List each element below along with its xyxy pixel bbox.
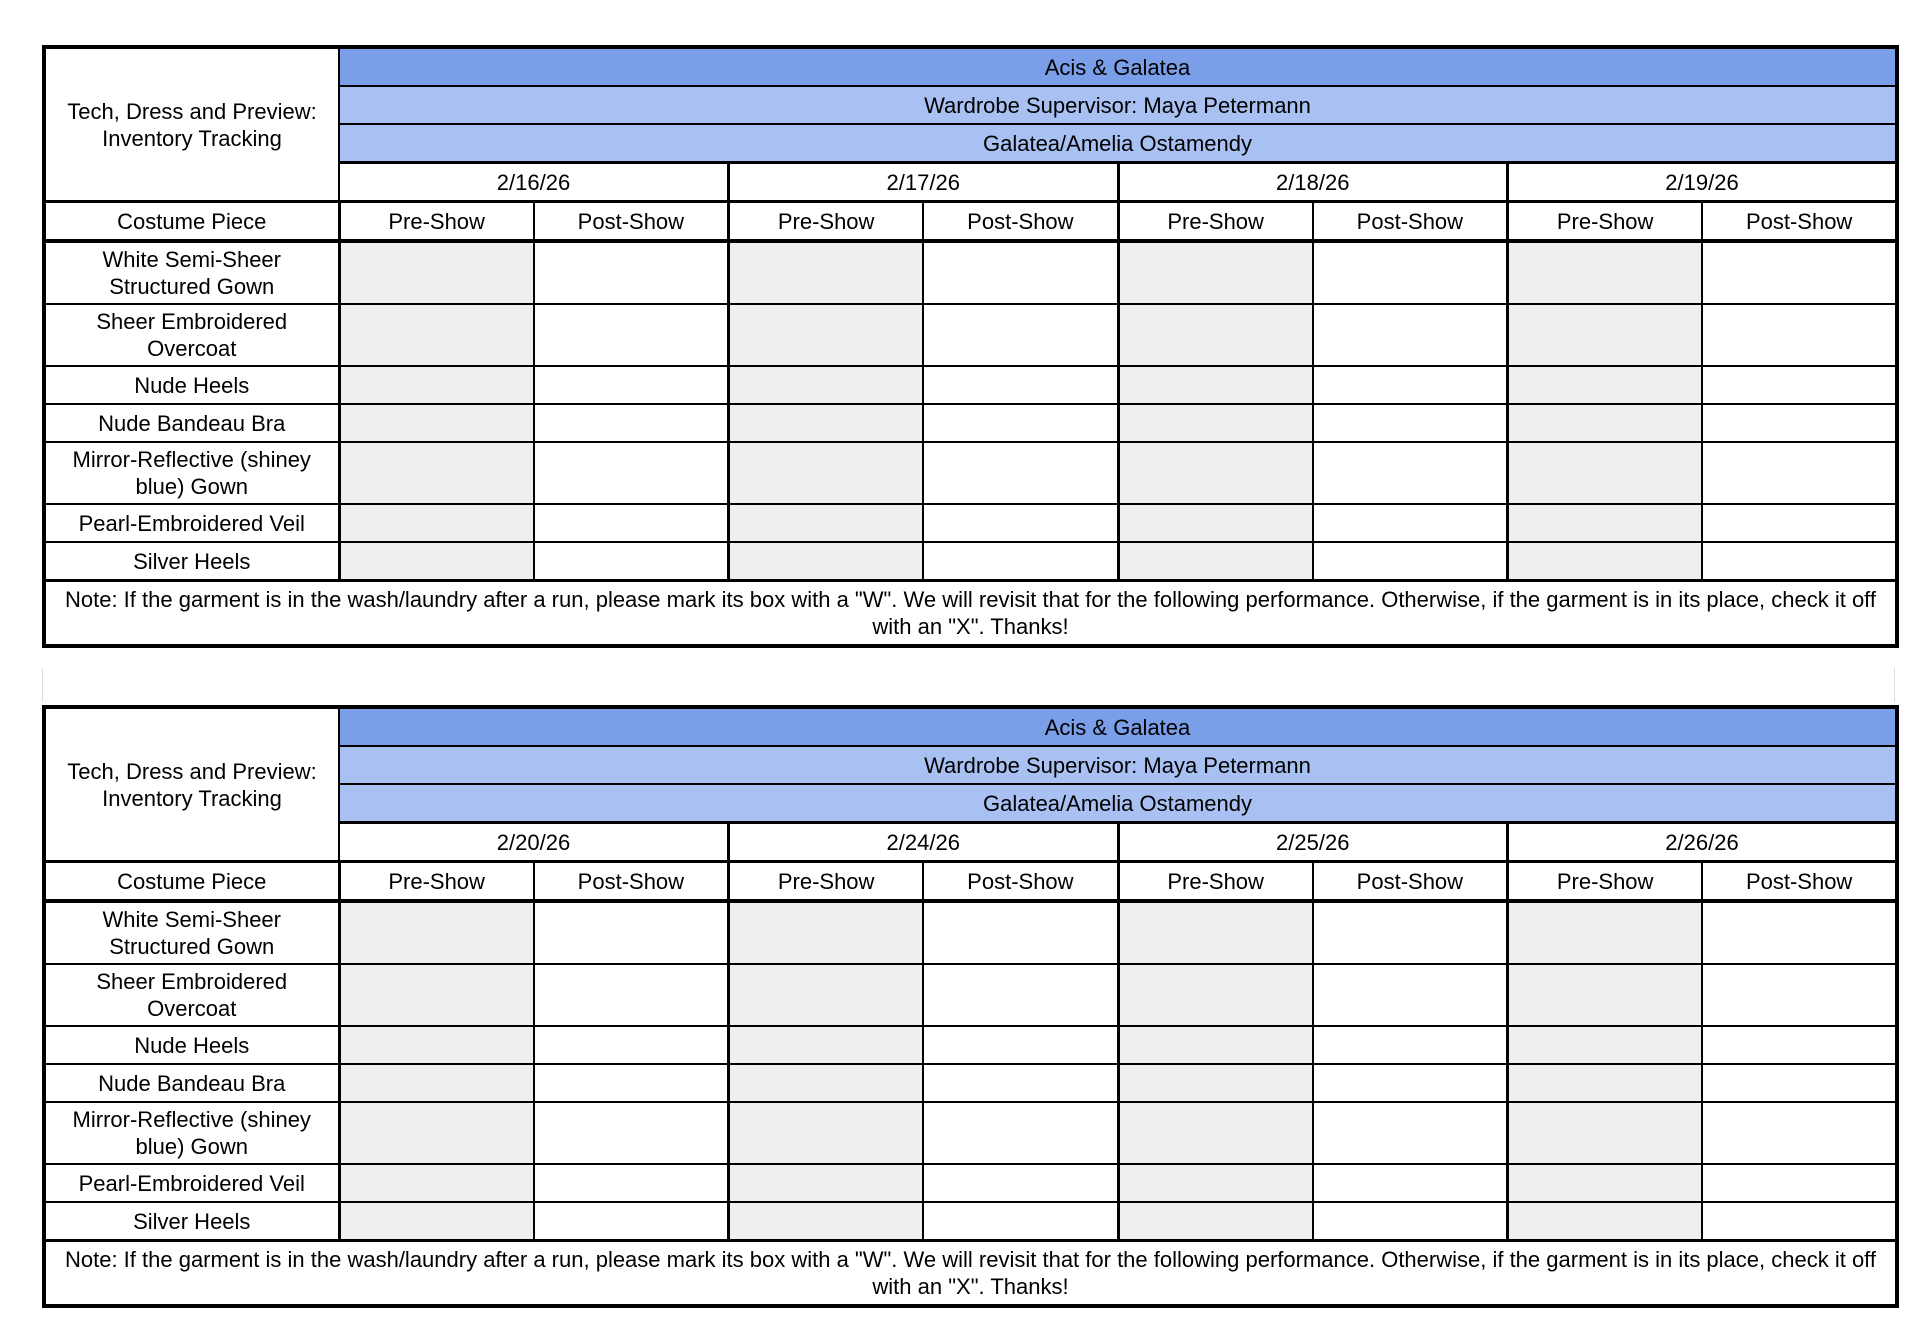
costume-piece-name: Nude Bandeau Bra [44,1064,339,1102]
post-show-check-cell[interactable] [1313,304,1508,366]
post-show-check-cell[interactable] [534,442,729,504]
post-show-check-cell[interactable] [1702,304,1897,366]
table-row [44,404,1897,442]
post-show-header: Post-Show [534,862,729,902]
sheet-title: Tech, Dress and Preview: Inventory Tracking [44,707,339,862]
table-row [44,366,1897,404]
role-actor: Galatea/Amelia Ostamendy [339,124,1897,163]
post-show-header: Post-Show [923,202,1118,242]
pre-show-check-cell[interactable] [1118,542,1313,581]
pre-show-header: Pre-Show [1508,862,1703,902]
pre-show-check-cell[interactable] [729,241,924,304]
post-show-check-cell[interactable] [1702,1102,1897,1164]
table-row [44,1102,1897,1164]
pre-show-check-cell[interactable] [339,964,534,1026]
post-show-check-cell[interactable] [1702,542,1897,581]
post-show-check-cell[interactable] [1313,1064,1508,1102]
table-row [44,901,1897,964]
post-show-check-cell[interactable] [534,1064,729,1102]
post-show-check-cell[interactable] [923,542,1118,581]
costume-piece-name: Pearl-Embroidered Veil [44,504,339,542]
post-show-header: Post-Show [923,862,1118,902]
inventory-table [42,705,1899,1308]
table-row [44,304,1897,366]
table-row [44,504,1897,542]
pre-show-check-cell[interactable] [339,1026,534,1064]
post-show-check-cell[interactable] [534,241,729,304]
pre-show-check-cell[interactable] [1118,1202,1313,1241]
post-show-check-cell[interactable] [534,1026,729,1064]
pre-show-check-cell[interactable] [339,442,534,504]
post-show-check-cell[interactable] [1702,241,1897,304]
costume-piece-name: Mirror-Reflective (shiney blue) Gown [44,442,339,504]
date-header: 2/24/26 [729,823,1119,862]
post-show-check-cell[interactable] [923,1202,1118,1241]
post-show-check-cell[interactable] [923,1026,1118,1064]
pre-show-check-cell[interactable] [1118,1102,1313,1164]
pre-show-check-cell[interactable] [1508,241,1703,304]
sheet-title: Tech, Dress and Preview: Inventory Tracking [44,47,339,202]
post-show-check-cell[interactable] [1702,1202,1897,1241]
post-show-check-cell[interactable] [534,1164,729,1202]
post-show-check-cell[interactable] [923,442,1118,504]
pre-show-check-cell[interactable] [339,901,534,964]
post-show-check-cell[interactable] [1313,1164,1508,1202]
pre-show-check-cell[interactable] [339,241,534,304]
date-header: 2/20/26 [339,823,729,862]
pre-show-header: Pre-Show [339,202,534,242]
post-show-check-cell[interactable] [1313,1026,1508,1064]
post-show-check-cell[interactable] [923,1102,1118,1164]
costume-piece-name: White Semi-Sheer Structured Gown [44,901,339,964]
post-show-check-cell[interactable] [534,901,729,964]
costume-piece-name: Silver Heels [44,1202,339,1241]
pre-show-header: Pre-Show [1118,862,1313,902]
post-show-check-cell[interactable] [1702,1026,1897,1064]
table-row [44,241,1897,304]
table-row [44,1064,1897,1102]
pre-show-header: Pre-Show [339,862,534,902]
pre-show-check-cell[interactable] [339,404,534,442]
costume-piece-name: Sheer Embroidered Overcoat [44,964,339,1026]
costume-piece-name: Mirror-Reflective (shiney blue) Gown [44,1102,339,1164]
pre-show-check-cell[interactable] [339,542,534,581]
post-show-check-cell[interactable] [923,504,1118,542]
pre-show-check-cell[interactable] [1118,901,1313,964]
post-show-check-cell[interactable] [923,366,1118,404]
pre-show-check-cell[interactable] [1508,404,1703,442]
post-show-check-cell[interactable] [1702,404,1897,442]
pre-show-check-cell[interactable] [339,1064,534,1102]
costume-piece-name: Silver Heels [44,542,339,581]
costume-piece-name: Nude Bandeau Bra [44,404,339,442]
date-header: 2/17/26 [729,163,1119,202]
inventory-table [42,45,1899,648]
table-row [44,1026,1897,1064]
post-show-header: Post-Show [1313,202,1508,242]
pre-show-check-cell[interactable] [1118,1026,1313,1064]
pre-show-check-cell[interactable] [339,1202,534,1241]
costume-piece-name: White Semi-Sheer Structured Gown [44,241,339,304]
pre-show-check-cell[interactable] [1118,504,1313,542]
date-header: 2/18/26 [1118,163,1508,202]
post-show-check-cell[interactable] [1313,901,1508,964]
role-actor: Galatea/Amelia Ostamendy [339,784,1897,823]
post-show-header: Post-Show [1702,202,1897,242]
instructions-note: Note: If the garment is in the wash/laundry after a run, please mark its box with a "W". We will revisit that for the following performance. Otherwise, if the garment is in its place, check it off with an "X". Thanks! [44,581,1897,647]
pre-show-check-cell[interactable] [339,1102,534,1164]
post-show-check-cell[interactable] [923,304,1118,366]
pre-show-check-cell[interactable] [339,1164,534,1202]
post-show-check-cell[interactable] [923,901,1118,964]
post-show-check-cell[interactable] [1702,366,1897,404]
pre-show-check-cell[interactable] [729,542,924,581]
pre-show-check-cell[interactable] [1508,1102,1703,1164]
post-show-check-cell[interactable] [923,404,1118,442]
post-show-check-cell[interactable] [1313,1202,1508,1241]
pre-show-check-cell[interactable] [339,304,534,366]
pre-show-header: Pre-Show [1508,202,1703,242]
pre-show-check-cell[interactable] [729,366,924,404]
post-show-check-cell[interactable] [1702,504,1897,542]
post-show-check-cell[interactable] [1313,542,1508,581]
post-show-check-cell[interactable] [1702,964,1897,1026]
pre-show-check-cell[interactable] [1508,1202,1703,1241]
table-row [44,442,1897,504]
pre-show-check-cell[interactable] [1118,366,1313,404]
pre-show-check-cell[interactable] [1508,542,1703,581]
post-show-check-cell[interactable] [1702,1064,1897,1102]
pre-show-check-cell[interactable] [1118,964,1313,1026]
costume-piece-name: Nude Heels [44,1026,339,1064]
post-show-check-cell[interactable] [534,366,729,404]
post-show-header: Post-Show [534,202,729,242]
pre-show-check-cell[interactable] [729,1164,924,1202]
pre-show-header: Pre-Show [1118,202,1313,242]
costume-piece-name: Nude Heels [44,366,339,404]
pre-show-check-cell[interactable] [1508,442,1703,504]
table-row [44,964,1897,1026]
post-show-check-cell[interactable] [923,1164,1118,1202]
post-show-check-cell[interactable] [534,504,729,542]
post-show-check-cell[interactable] [534,542,729,581]
post-show-check-cell[interactable] [923,1064,1118,1102]
post-show-check-cell[interactable] [534,304,729,366]
post-show-check-cell[interactable] [1702,901,1897,964]
pre-show-check-cell[interactable] [1508,1026,1703,1064]
pre-show-check-cell[interactable] [339,504,534,542]
post-show-check-cell[interactable] [534,964,729,1026]
pre-show-check-cell[interactable] [729,901,924,964]
pre-show-check-cell[interactable] [339,366,534,404]
pre-show-check-cell[interactable] [1508,366,1703,404]
pre-show-check-cell[interactable] [729,442,924,504]
table-row [44,542,1897,581]
pre-show-check-cell[interactable] [1118,1164,1313,1202]
pre-show-check-cell[interactable] [729,1064,924,1102]
table-row [44,1164,1897,1202]
post-show-header: Post-Show [1702,862,1897,902]
pre-show-check-cell[interactable] [1508,304,1703,366]
post-show-check-cell[interactable] [923,964,1118,1026]
pre-show-check-cell[interactable] [729,1202,924,1241]
pre-show-check-cell[interactable] [729,964,924,1026]
pre-show-check-cell[interactable] [729,304,924,366]
post-show-check-cell[interactable] [1313,1102,1508,1164]
post-show-check-cell[interactable] [1313,366,1508,404]
post-show-check-cell[interactable] [534,404,729,442]
pre-show-check-cell[interactable] [1508,901,1703,964]
date-header: 2/26/26 [1508,823,1898,862]
costume-piece-header: Costume Piece [44,202,339,242]
date-header: 2/19/26 [1508,163,1898,202]
pre-show-check-cell[interactable] [1508,1164,1703,1202]
pre-show-check-cell[interactable] [729,1026,924,1064]
post-show-check-cell[interactable] [534,1102,729,1164]
show-title: Acis & Galatea [339,707,1897,746]
post-show-check-cell[interactable] [923,241,1118,304]
post-show-header: Post-Show [1313,862,1508,902]
post-show-check-cell[interactable] [1702,1164,1897,1202]
instructions-note: Note: If the garment is in the wash/laundry after a run, please mark its box with a "W". We will revisit that for the following performance. Otherwise, if the garment is in its place, check it off with an "X". Thanks! [44,1241,1897,1307]
pre-show-check-cell[interactable] [1508,1064,1703,1102]
post-show-check-cell[interactable] [1313,504,1508,542]
section-spacer [42,668,1895,702]
table-row [44,1202,1897,1241]
pre-show-check-cell[interactable] [729,404,924,442]
costume-piece-name: Pearl-Embroidered Veil [44,1164,339,1202]
pre-show-header: Pre-Show [729,202,924,242]
post-show-check-cell[interactable] [1313,241,1508,304]
show-title: Acis & Galatea [339,47,1897,86]
post-show-check-cell[interactable] [1313,964,1508,1026]
wardrobe-supervisor: Wardrobe Supervisor: Maya Petermann [339,746,1897,784]
pre-show-check-cell[interactable] [1118,1064,1313,1102]
post-show-check-cell[interactable] [1702,442,1897,504]
pre-show-check-cell[interactable] [1508,504,1703,542]
post-show-check-cell[interactable] [1313,442,1508,504]
post-show-check-cell[interactable] [534,1202,729,1241]
pre-show-check-cell[interactable] [1118,404,1313,442]
costume-piece-header: Costume Piece [44,862,339,902]
pre-show-check-cell[interactable] [1118,304,1313,366]
wardrobe-supervisor: Wardrobe Supervisor: Maya Petermann [339,86,1897,124]
date-header: 2/16/26 [339,163,729,202]
pre-show-check-cell[interactable] [1118,442,1313,504]
costume-piece-name: Sheer Embroidered Overcoat [44,304,339,366]
pre-show-check-cell[interactable] [729,504,924,542]
pre-show-check-cell[interactable] [729,1102,924,1164]
pre-show-check-cell[interactable] [1508,964,1703,1026]
pre-show-check-cell[interactable] [1118,241,1313,304]
date-header: 2/25/26 [1118,823,1508,862]
pre-show-header: Pre-Show [729,862,924,902]
post-show-check-cell[interactable] [1313,404,1508,442]
